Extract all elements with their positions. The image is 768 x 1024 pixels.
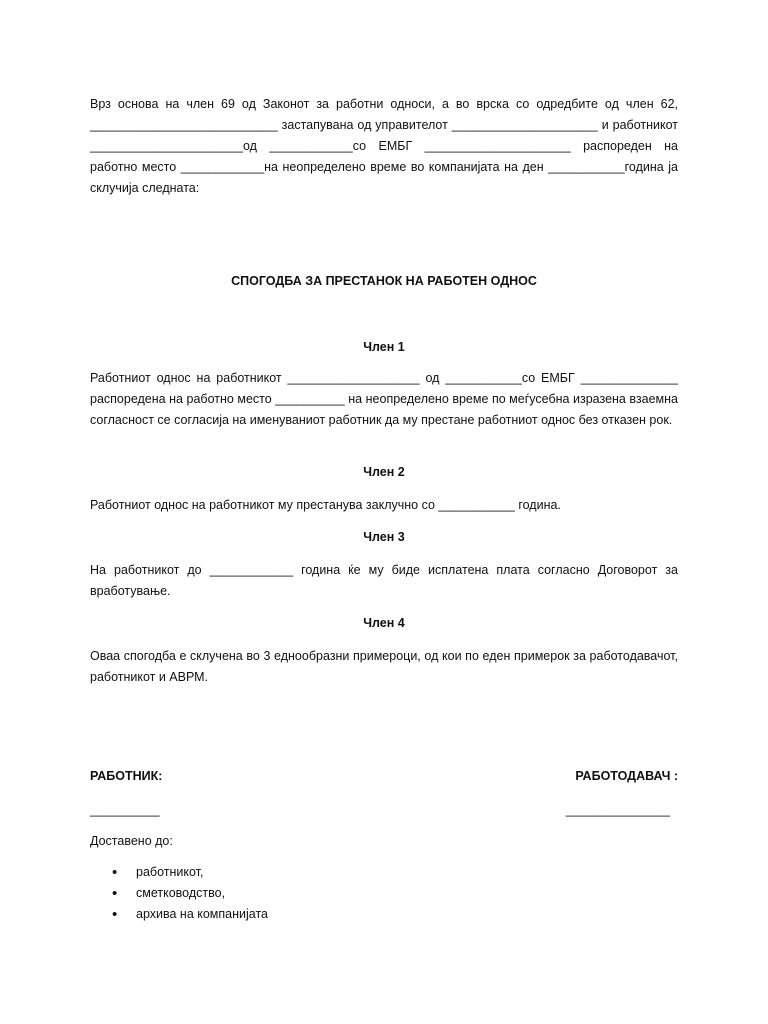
list-item: • сметководство, [90,883,268,904]
article-2-heading: Член 2 [363,465,405,479]
employer-signature-line: _______________ [565,803,670,817]
employee-signature-line: __________ [90,803,160,817]
article-2-text: Работниот однос на работникот му престанува заклучно со ___________ година. [90,498,561,512]
article-4-text: Оваа спогодба е склучена во 3 еднообразни примероци, од кои по еден примерок за работодавачот, работникот и АВРМ. [90,649,678,684]
document-page [90,0,678,1024]
document-title: СПОГОДБА ЗА ПРЕСТАНОК НА РАБОТЕН ОДНОС [231,274,537,288]
delivered-to-label: Доставено до: [90,834,173,848]
intro-paragraph: Врз основа на член 69 од Законот за работни односи, а во врска со одредбите од член 62, ___________________________ застапувана од управителот _____________________ и работникот ______________________од ____________со ЕМБГ _____________________ распореден на работно место ____________на неопределено време во компанијата на ден ___________година ја склучија следната: [90,97,678,195]
article-1-heading: Член 1 [363,340,405,354]
recipients-list [90,862,268,925]
list-item: • архива на компанијата [90,904,268,925]
article-4-heading: Член 4 [363,616,405,630]
list-item: • работникот, [90,862,268,883]
article-3-heading: Член 3 [363,530,405,544]
employer-signature-label: РАБОТОДАВАЧ : [575,769,678,783]
employee-signature-label: РАБОТНИК: [90,769,163,783]
article-1-text: Работниот однос на работникот ___________________ од ___________со ЕМБГ ______________ распоредена на работно место __________ на неопределено време по меѓусебна изразена взаемна согласност се согласија на именуваниот работник да му престане работниот однос без отказен рок. [90,371,678,427]
article-3-text: На работникот до ____________ година ќе му биде исплатена плата согласно Договорот за вработување. [90,563,678,598]
